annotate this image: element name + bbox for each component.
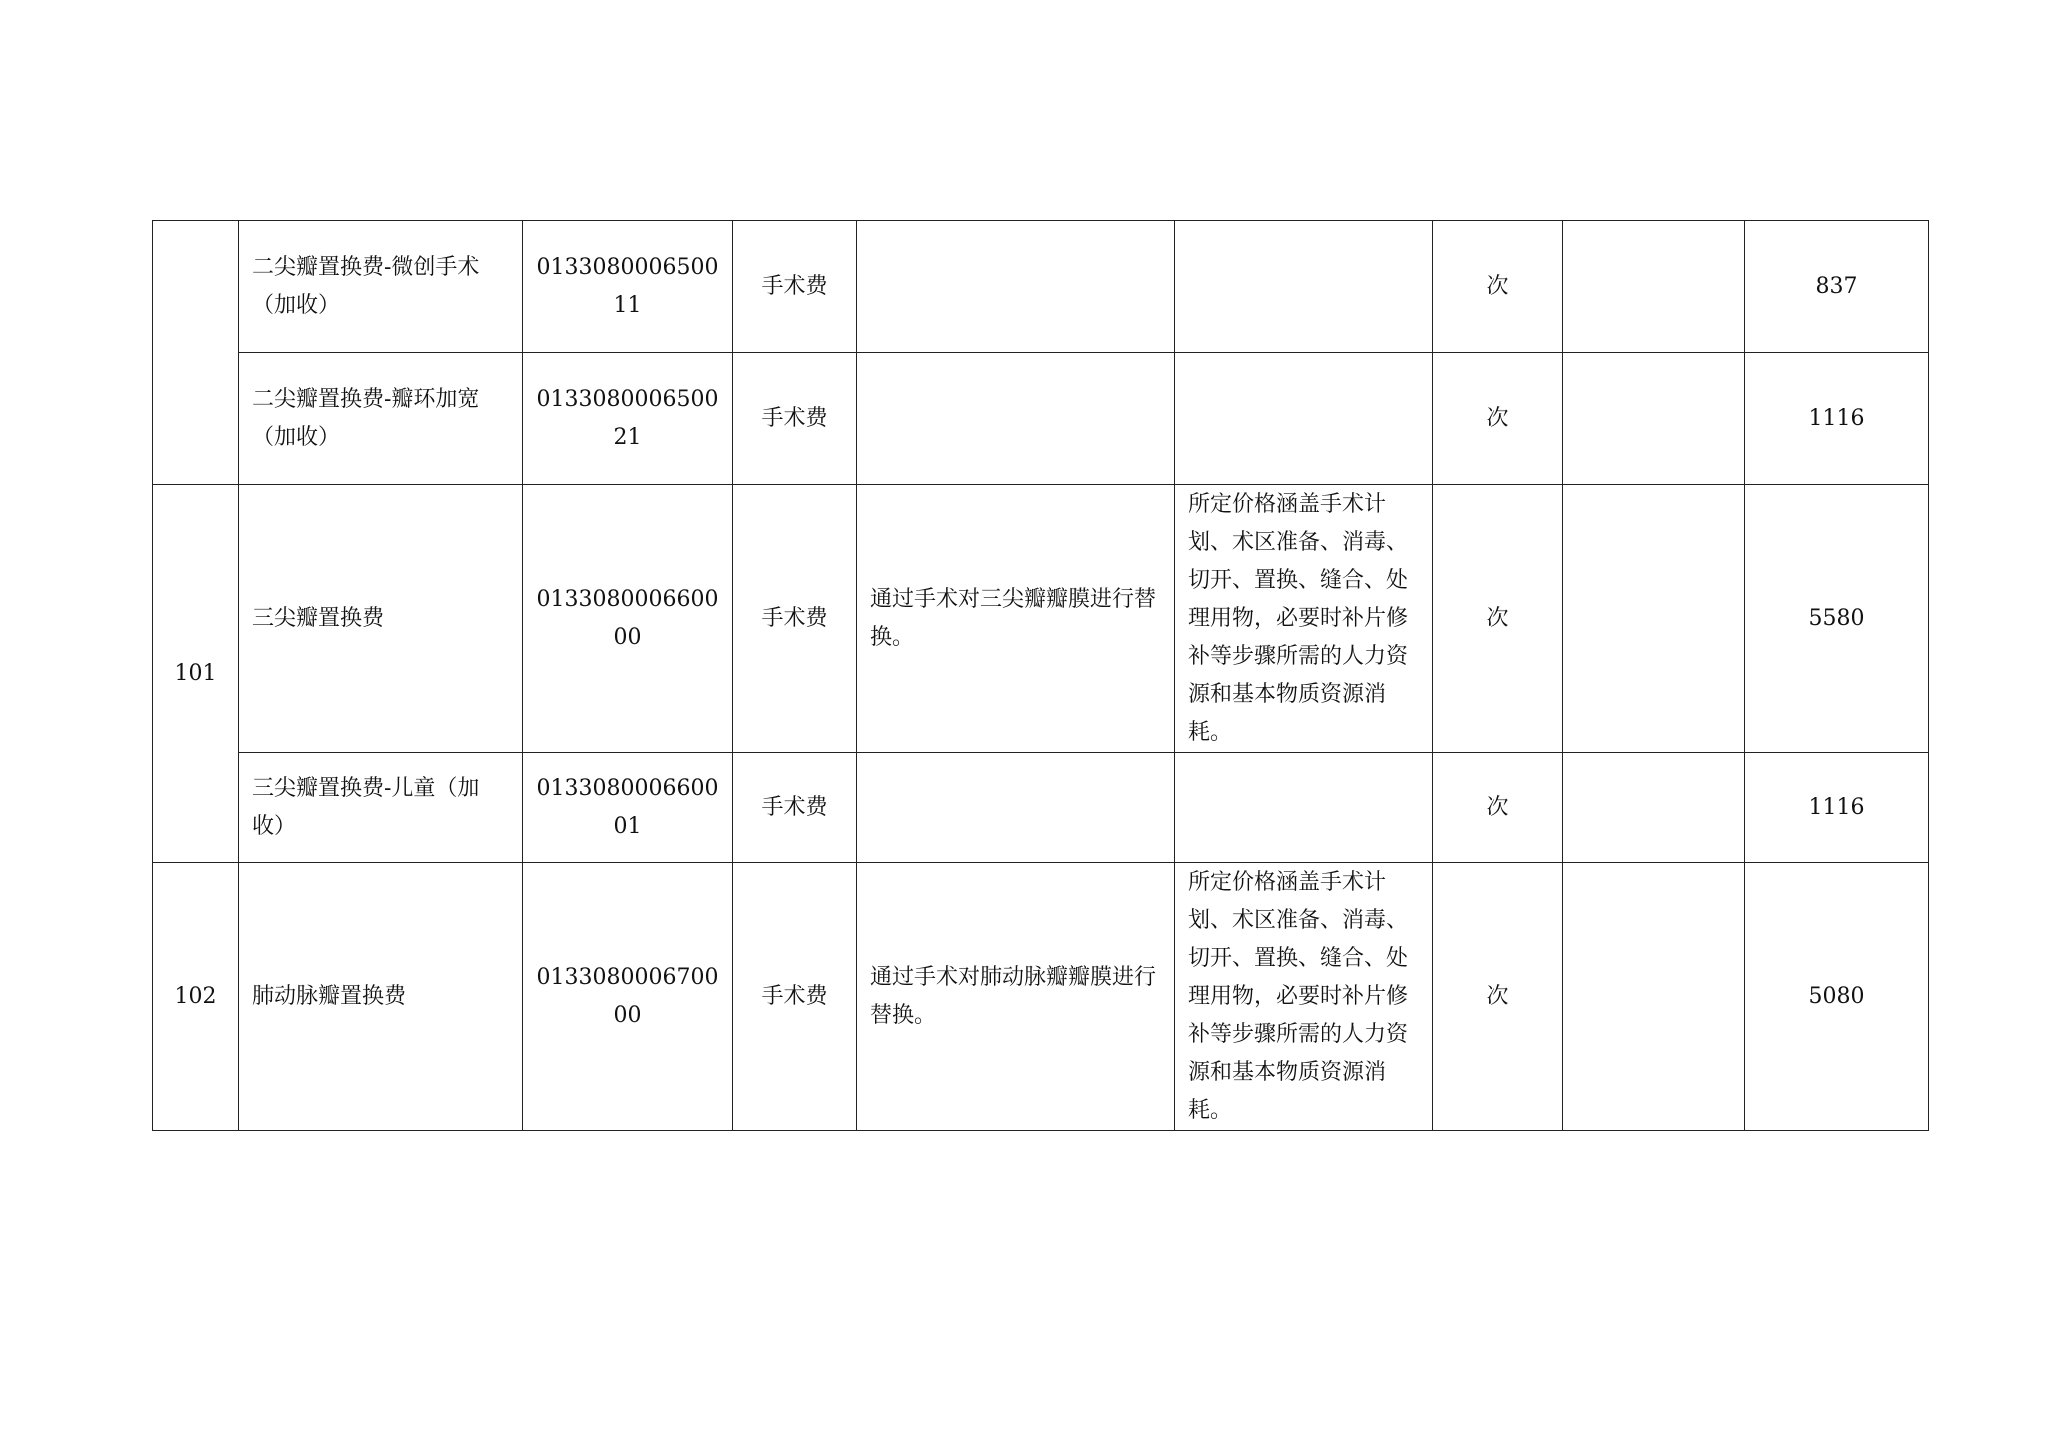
item-name-cell: 三尖瓣置换费-儿童（加收） (239, 753, 523, 863)
unit-cell: 次 (1433, 863, 1563, 1131)
item-code-cell: 013308000650021 (523, 353, 733, 485)
unit-cell: 次 (1433, 221, 1563, 353)
item-number-cell: 101 (153, 485, 239, 863)
fee-category-cell: 手术费 (733, 221, 857, 353)
fee-category-cell: 手术费 (733, 353, 857, 485)
price-includes-cell (1175, 221, 1433, 353)
item-name-cell: 二尖瓣置换费-微创手术（加收） (239, 221, 523, 353)
table-row (153, 353, 1929, 485)
table-row (153, 485, 1929, 753)
note-cell (1563, 221, 1745, 353)
unit-cell: 次 (1433, 353, 1563, 485)
price-cell: 1116 (1745, 353, 1929, 485)
price-cell: 5080 (1745, 863, 1929, 1131)
item-name-cell: 三尖瓣置换费 (239, 485, 523, 753)
price-includes-cell: 所定价格涵盖手术计划、术区准备、消毒、切开、置换、缝合、处理用物，必要时补片修补等步骤所需的人力资源和基本物质资源消耗。 (1175, 863, 1433, 1131)
fee-category-cell: 手术费 (733, 863, 857, 1131)
unit-cell: 次 (1433, 485, 1563, 753)
service-connotation-cell: 通过手术对肺动脉瓣瓣膜进行替换。 (857, 863, 1175, 1131)
price-cell: 5580 (1745, 485, 1929, 753)
item-name-cell: 二尖瓣置换费-瓣环加宽（加收） (239, 353, 523, 485)
note-cell (1563, 753, 1745, 863)
table-row (153, 863, 1929, 1131)
note-cell (1563, 485, 1745, 753)
item-code-cell: 013308000660000 (523, 485, 733, 753)
item-code-cell: 013308000660001 (523, 753, 733, 863)
note-cell (1563, 353, 1745, 485)
price-cell: 1116 (1745, 753, 1929, 863)
table-row (153, 221, 1929, 353)
price-item-table (152, 220, 1929, 1131)
price-includes-cell: 所定价格涵盖手术计划、术区准备、消毒、切开、置换、缝合、处理用物，必要时补片修补等步骤所需的人力资源和基本物质资源消耗。 (1175, 485, 1433, 753)
price-includes-cell (1175, 753, 1433, 863)
note-cell (1563, 863, 1745, 1131)
price-cell: 837 (1745, 221, 1929, 353)
unit-cell: 次 (1433, 753, 1563, 863)
item-code-cell: 013308000670000 (523, 863, 733, 1131)
item-code-cell: 013308000650011 (523, 221, 733, 353)
service-connotation-cell (857, 221, 1175, 353)
fee-category-cell: 手术费 (733, 485, 857, 753)
item-number-cell: 102 (153, 863, 239, 1131)
price-includes-cell (1175, 353, 1433, 485)
table-row (153, 753, 1929, 863)
service-connotation-cell (857, 753, 1175, 863)
service-connotation-cell: 通过手术对三尖瓣瓣膜进行替换。 (857, 485, 1175, 753)
fee-category-cell: 手术费 (733, 753, 857, 863)
item-number-cell (153, 221, 239, 485)
item-name-cell: 肺动脉瓣置换费 (239, 863, 523, 1131)
service-connotation-cell (857, 353, 1175, 485)
